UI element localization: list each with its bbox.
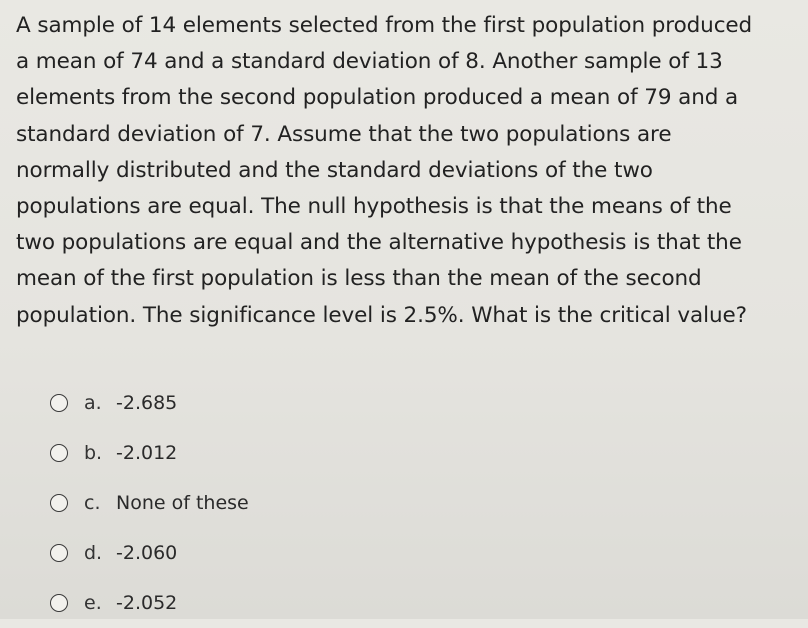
question-text (16, 8, 806, 334)
option-e[interactable] (50, 578, 450, 628)
option-letter: a. (84, 392, 102, 414)
question-line: standard deviation of 7. Assume that the two populations are (16, 121, 672, 147)
option-label: -2.012 (116, 442, 178, 464)
option-a[interactable] (50, 378, 450, 428)
question-line: A sample of 14 elements selected from the first population produced (16, 13, 753, 38)
option-label: -2.060 (116, 542, 178, 564)
question-line: mean of the first population is less than the mean of the second (16, 266, 702, 292)
option-b[interactable] (50, 428, 450, 478)
option-letter: c. (84, 492, 101, 514)
option-label: None of these (116, 492, 249, 514)
option-letter: d. (84, 542, 103, 564)
option-label: -2.685 (116, 392, 178, 414)
radio-unchecked-icon[interactable] (50, 494, 68, 512)
answer-options (50, 378, 450, 628)
option-d[interactable] (50, 528, 450, 578)
option-letter: e. (84, 592, 102, 614)
radio-unchecked-icon[interactable] (50, 444, 68, 462)
option-letter: b. (84, 442, 103, 464)
question-line: two populations are equal and the alternative hypothesis is that the (16, 230, 742, 256)
question-line: elements from the second population produced a mean of 79 and a (16, 85, 739, 111)
question-line: populations are equal. The null hypothesis is that the means of the (16, 194, 732, 220)
question-line: a mean of 74 and a standard deviation of 8. Another sample of 13 (16, 49, 723, 75)
question-line: normally distributed and the standard deviations of the two (16, 157, 653, 183)
radio-unchecked-icon[interactable] (50, 594, 68, 612)
option-c[interactable] (50, 478, 450, 528)
radio-unchecked-icon[interactable] (50, 544, 68, 562)
option-label: -2.052 (116, 592, 178, 614)
question-line: population. The significance level is 2.5%. What is the critical value? (16, 302, 747, 328)
radio-unchecked-icon[interactable] (50, 394, 68, 412)
